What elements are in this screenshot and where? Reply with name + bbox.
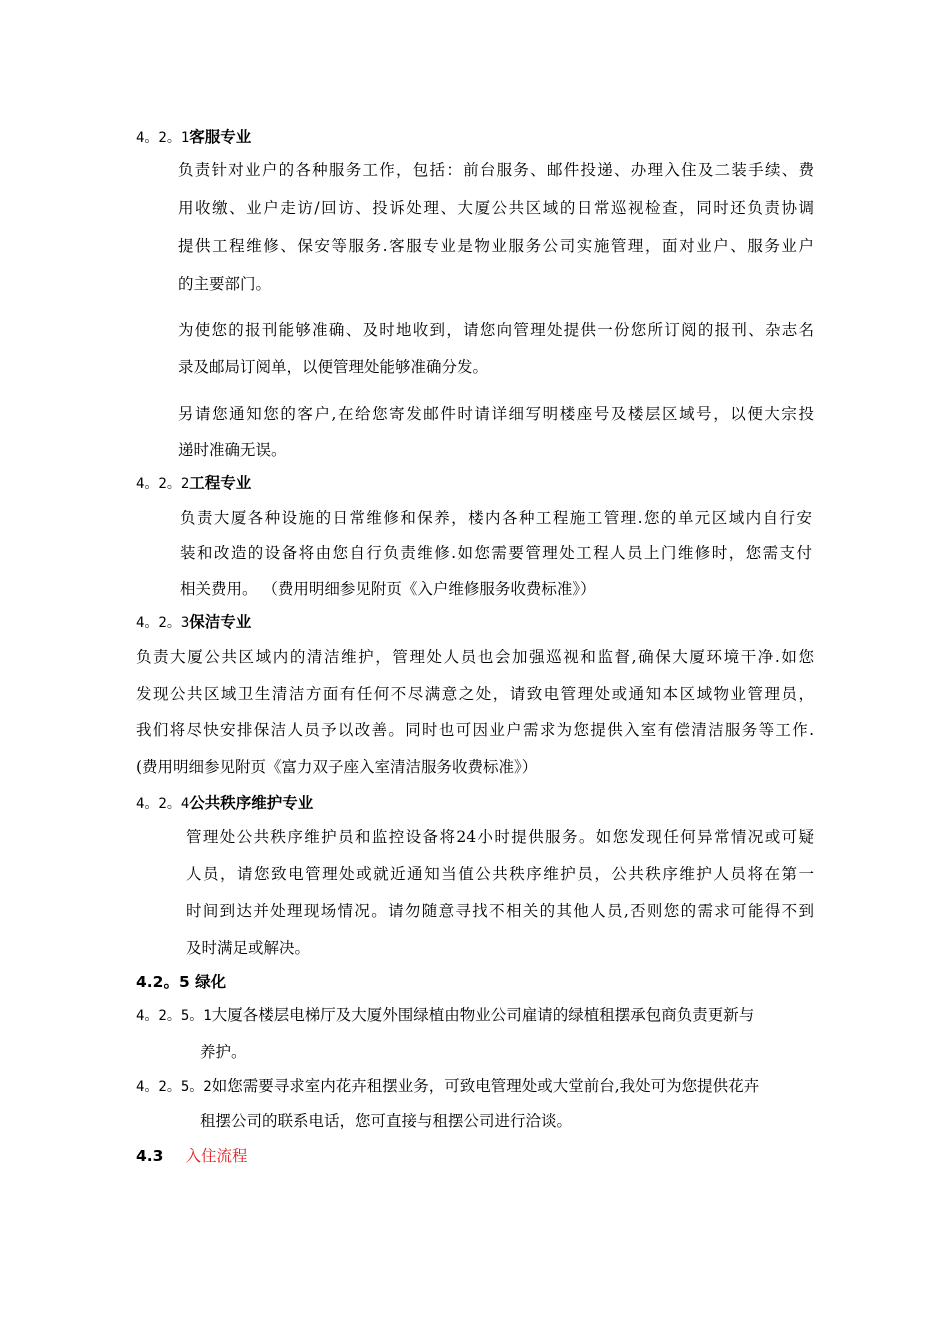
paragraph-line: (费用明细参见附页《富力双子座入室清洁服务收费标准》） (136, 758, 538, 776)
section-title: 入住流程 (185, 1147, 248, 1165)
list-item: 4。2。5。2如您需要寻求室内花卉租摆业务，可致电管理处或大堂前台,我处可为您提供花卉 (136, 1077, 760, 1095)
paragraph-line: 相关费用。 （费用明细参见附页《入户维修服务收费标准》） (180, 580, 596, 598)
paragraph-line: 发现公共区域卫生清洁方面有任何不尽满意之处，请致电管理处或通知本区域物业管理员， (136, 685, 814, 703)
paragraph-line: 提供工程维修、保安等服务.客服专业是物业服务公司实施管理，面对业户、服务业户 (178, 237, 814, 255)
paragraph-line: 负责针对业户的各种服务工作，包括：前台服务、邮件投递、办理入住及二装手续、费 (178, 161, 814, 179)
section-title: 工程专业 (189, 474, 252, 492)
section-heading-425: 4.2。5 绿化 (136, 973, 227, 991)
paragraph-line: 的主要部门。 (178, 275, 272, 293)
paragraph-line: 负责大厦公共区域内的清洁维护，管理处人员也会加强巡视和监督,确保大厦环境干净.如您 (136, 648, 814, 666)
section-title: 保洁专业 (189, 613, 252, 631)
section-heading-423: 4。2。3保洁专业 (136, 613, 252, 631)
paragraph-line: 及时满足或解决。 (186, 939, 311, 957)
paragraph-line: 装和改造的设备将由您自行负责维修.如您需要管理处工程人员上门维修时，您需支付 (180, 544, 812, 562)
section-heading-424: 4。2。4公共秩序维护专业 (136, 794, 314, 812)
paragraph-line: 时间到达并处理现场情况。请勿随意寻找不相关的其他人员,否则您的需求可能得不到 (186, 902, 814, 920)
paragraph-line: 另请您通知您的客户,在给您寄发邮件时请详细写明楼座号及楼层区域号，以便大宗投 (178, 405, 814, 423)
paragraph-line: 负责大厦各种设施的日常维修和保养，楼内各种工程施工管理.您的单元区域内自行安 (180, 509, 812, 527)
section-heading-43: 4.3 入住流程 (136, 1147, 248, 1165)
section-heading-421: 4。2。1客服专业 (136, 128, 252, 146)
paragraph-line: 为使您的报刊能够准确、及时地收到，请您向管理处提供一份您所订阅的报刊、杂志名 (178, 321, 814, 339)
list-item-text: 大厦各楼层电梯厅及大厦外围绿植由物业公司雇请的绿植租摆承包商负责更新与 (211, 1006, 755, 1024)
list-item-text: 如您需要寻求室内花卉租摆业务，可致电管理处或大堂前台,我处可为您提供花卉 (211, 1077, 760, 1095)
list-item: 4。2。5。1大厦各楼层电梯厅及大厦外围绿植由物业公司雇请的绿植租摆承包商负责更新与 (136, 1006, 755, 1024)
section-title: 客服专业 (189, 128, 252, 146)
paragraph-line: 递时准确无误。 (178, 441, 287, 459)
paragraph-line: 我们将尽快安排保洁人员予以改善。同时也可因业户需求为您提供入室有偿清洁服务等工作. (136, 721, 814, 739)
paragraph-line: 录及邮局订阅单，以便管理处能够准确分发。 (178, 358, 489, 376)
section-heading-422: 4。2。2工程专业 (136, 474, 252, 492)
paragraph-line: 租摆公司的联系电话，您可直接与租摆公司进行洽谈。 (200, 1112, 573, 1130)
paragraph-line: 人员，请您致电管理处或就近通知当值公共秩序维护员，公共秩序维护人员将在第一 (186, 865, 814, 883)
paragraph-line: 管理处公共秩序维护员和监控设备将24小时提供服务。如您发现任何异常情况或可疑 (186, 828, 814, 846)
paragraph-line: 用收缴、业户走访/回访、投诉处理、大厦公共区域的日常巡视检查，同时还负责协调 (178, 199, 814, 217)
paragraph-line: 养护。 (200, 1043, 247, 1061)
section-title: 公共秩序维护专业 (189, 794, 314, 812)
